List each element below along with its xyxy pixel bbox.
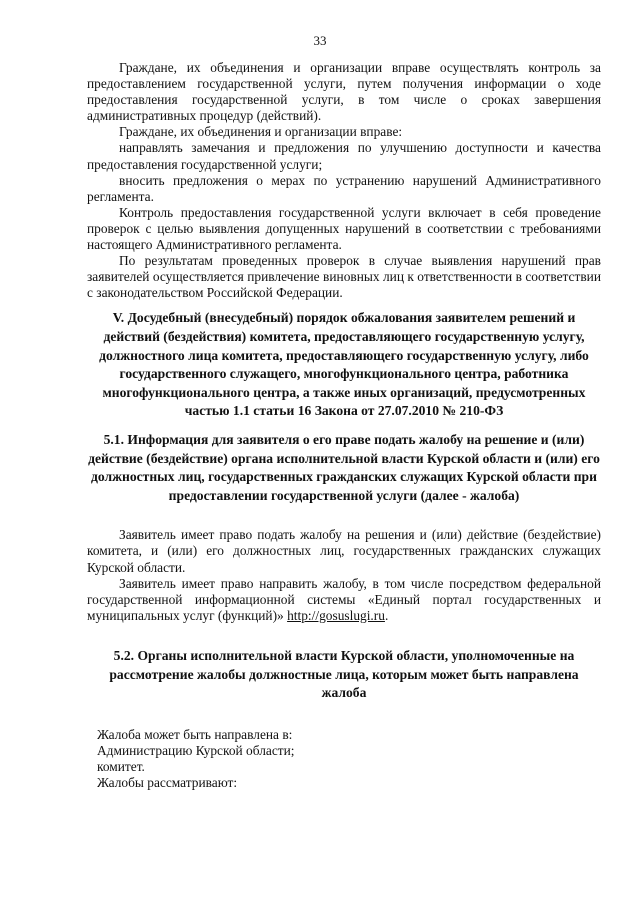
paragraph: Граждане, их объединения и организации вправе: <box>119 124 403 140</box>
section-heading-5-2: 5.2. Органы исполнительной власти Курской области, уполномоченные на рассмотрение жалобы должностные лица, которым может быть направлена жалоба <box>109 647 579 701</box>
page-number: 33 <box>313 33 327 48</box>
paragraph: Заявитель имеет право подать жалобу на решения и (или) действие (бездействие) комитета, и (или) его должностных лиц, государственных гражданских служащих Курской области. <box>87 527 601 575</box>
paragraph: Граждане, их объединения и организации вправе осуществлять контроль за предоставлением государственной услуги, путем получения информации о ходе предоставления государственной услуги, в том числе о сроках завершения административных процедур (действий). <box>87 60 601 124</box>
recipient-list <box>87 727 601 791</box>
gosuslugi-link[interactable]: http://gosuslugi.ru <box>287 607 385 623</box>
section-heading-5-1: 5.1. Информация для заявителя о его праве подать жалобу на решение и (или) действие (бездействие) органа исполнительной власти Курской области и (или) его должностных лиц, государственных гражданских служащих Курской области при предоставлении государственной услуги (далее - жалоба) <box>88 431 600 503</box>
paragraph-end: . <box>384 607 389 623</box>
paragraph: По результатам проведенных проверок в случае выявления нарушений прав заявителей осуществляется привлечение виновных лиц к ответственности в соответствии с законодательством Российской Федерации. <box>87 253 601 301</box>
paragraph: направлять замечания и предложения по улучшению доступности и качества предоставления государственной услуги; <box>87 140 601 172</box>
paragraph-text: Заявитель имеет право направить жалобу, в том числе посредством федеральной государственной информационной системы «Единый портал государственных и муниципальных услуг (функций)» <box>87 575 601 623</box>
section-heading-v: V. Досудебный (внесудебный) порядок обжалования заявителем решений и действий (бездействия) комитета, предоставляющего государственную услугу, должностного лица комитета, предоставляющего государственную услугу, либо государственного служащего, многофункционального центра, работника многофункционального центра, а также иных организаций, предусмотренных частью 1.1 статьи 16 Закона от 27.07.2010 № 210-ФЗ <box>99 310 589 419</box>
list-line: комитет. <box>97 758 145 774</box>
list-line: Администрацию Курской области; <box>97 742 295 758</box>
paragraph: Контроль предоставления государственной услуги включает в себя проведение проверок с целью выявления допущенных нарушений в соответствии с требованиями настоящего Административного регламента. <box>87 204 601 253</box>
list-line: Жалобы рассматривают: <box>97 774 238 790</box>
paragraph-with-link <box>87 576 601 624</box>
paragraph: вносить предложения о мерах по устранению нарушений Административного регламента. <box>87 172 601 204</box>
page-content <box>87 60 601 791</box>
list-line: Жалоба может быть направлена в: <box>97 726 293 742</box>
